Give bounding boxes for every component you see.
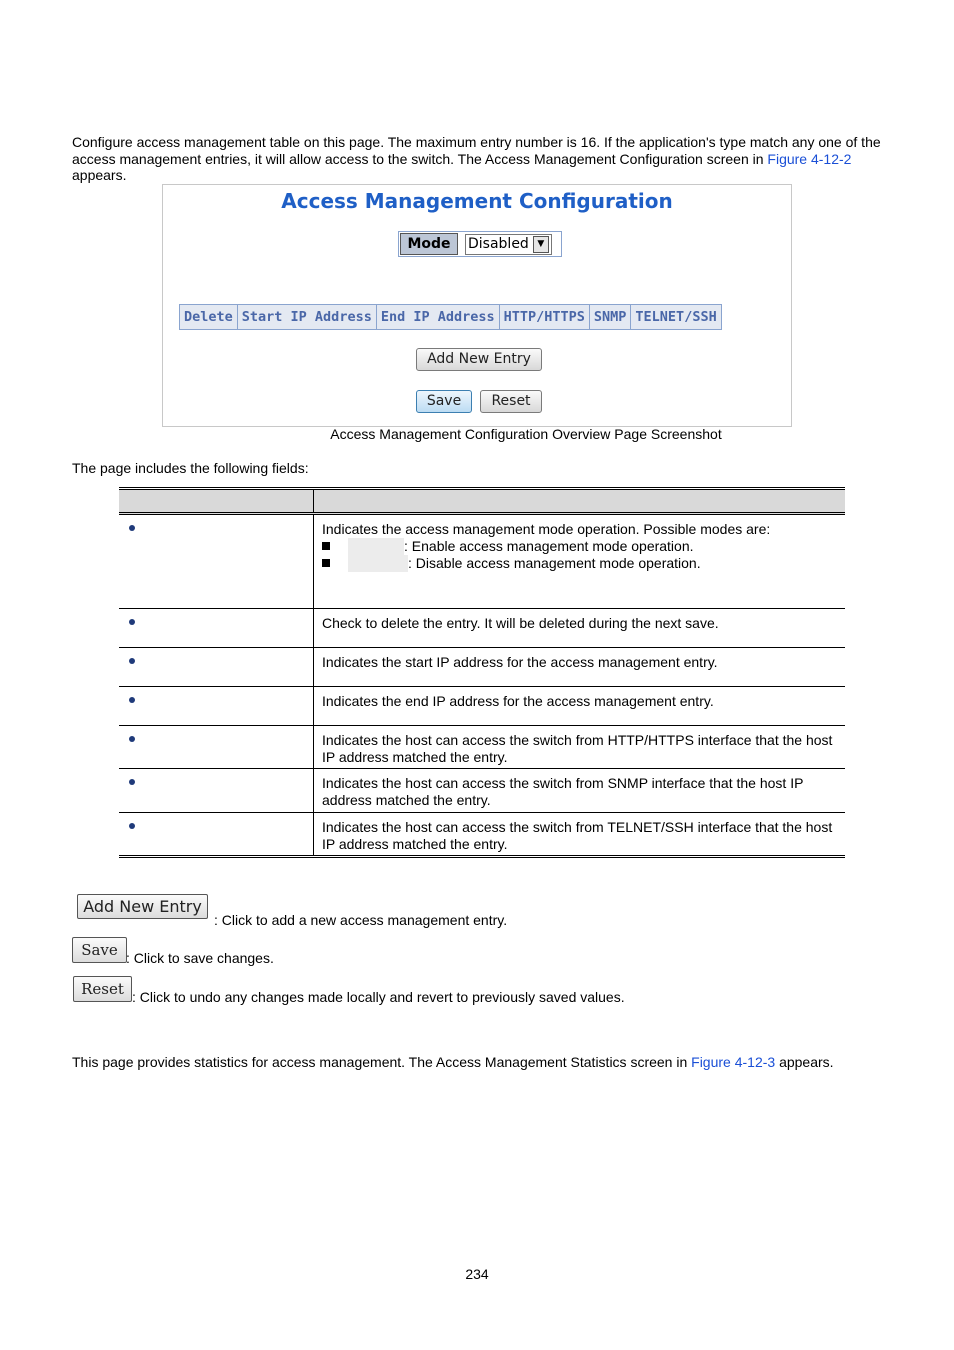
mode-control	[398, 231, 562, 257]
mode-value: Disabled	[468, 236, 529, 252]
table-row: Indicates the end IP address for the access management entry.	[119, 687, 845, 726]
table-row: Check to delete the entry. It will be deleted during the next save.	[119, 609, 845, 648]
intro-paragraph: Configure access management table on this page. The maximum entry number is 16. If the application's type match any one of the access management entries, it will allow access to the switch. The Access Management Configuration screen in Figure 4-12-2 appears.	[72, 134, 881, 183]
mode-select[interactable]	[459, 232, 561, 256]
bullet-icon	[129, 619, 135, 625]
add-entry-description: : Click to add a new access management entry.	[214, 912, 508, 928]
save-description: : Click to save changes.	[126, 950, 274, 966]
reset-button[interactable]: Reset	[480, 390, 542, 413]
col-snmp: SNMP	[589, 305, 631, 330]
square-bullet-icon	[322, 542, 330, 550]
table-row: Indicates the start IP address for the access management entry.	[119, 648, 845, 687]
screenshot-title: Access Management Configuration	[281, 189, 673, 213]
add-new-entry-button[interactable]: Add New Entry	[77, 894, 208, 919]
reset-description: : Click to undo any changes made locally and revert to previously saved values.	[132, 989, 625, 1005]
chevron-down-icon[interactable]: ▼	[533, 236, 549, 253]
figure-link[interactable]: Figure 4-12-2	[767, 150, 852, 167]
entry-table-header	[179, 304, 722, 330]
reset-button[interactable]: Reset	[73, 976, 132, 1002]
table-header-row	[119, 489, 845, 514]
col-telnet: TELNET/SSH	[631, 305, 721, 330]
bullet-icon	[129, 697, 135, 703]
fields-table	[119, 487, 845, 858]
bullet-icon	[129, 525, 135, 531]
mode-label: Mode	[400, 233, 458, 255]
bullet-icon	[129, 779, 135, 785]
bullet-icon	[129, 736, 135, 742]
stats-paragraph: This page provides statistics for access management. The Access Management Statistics screen in Figure 4-12-3 appears.	[72, 1054, 834, 1070]
table-row: Indicates the host can access the switch from HTTP/HTTPS interface that the host IP address matched the entry.	[119, 726, 845, 769]
page-number: 234	[465, 1266, 489, 1282]
config-screenshot	[162, 184, 792, 427]
col-http: HTTP/HTTPS	[499, 305, 589, 330]
bullet-icon	[129, 823, 135, 829]
add-new-entry-button[interactable]: Add New Entry	[416, 348, 542, 371]
figure-link[interactable]: Figure 4-12-3	[691, 1054, 776, 1070]
figure-caption: Access Management Configuration Overview Page Screenshot	[330, 426, 722, 442]
table-row: Indicates the host can access the switch from TELNET/SSH interface that the host IP address matched the entry.	[119, 813, 845, 857]
col-delete: Delete	[180, 305, 238, 330]
table-row: Indicates the access management mode operation. Possible modes are: : Enable access management mode operation. : Disable access management mode operation.	[119, 514, 845, 609]
fields-intro: The page includes the following fields:	[72, 460, 309, 476]
bullet-icon	[129, 658, 135, 664]
col-start-ip: Start IP Address	[237, 305, 376, 330]
save-button[interactable]: Save	[72, 937, 127, 963]
square-bullet-icon	[322, 559, 330, 567]
table-row: Indicates the host can access the switch from SNMP interface that the host IP address matched the entry.	[119, 769, 845, 813]
col-end-ip: End IP Address	[376, 305, 499, 330]
save-button[interactable]: Save	[416, 390, 472, 413]
